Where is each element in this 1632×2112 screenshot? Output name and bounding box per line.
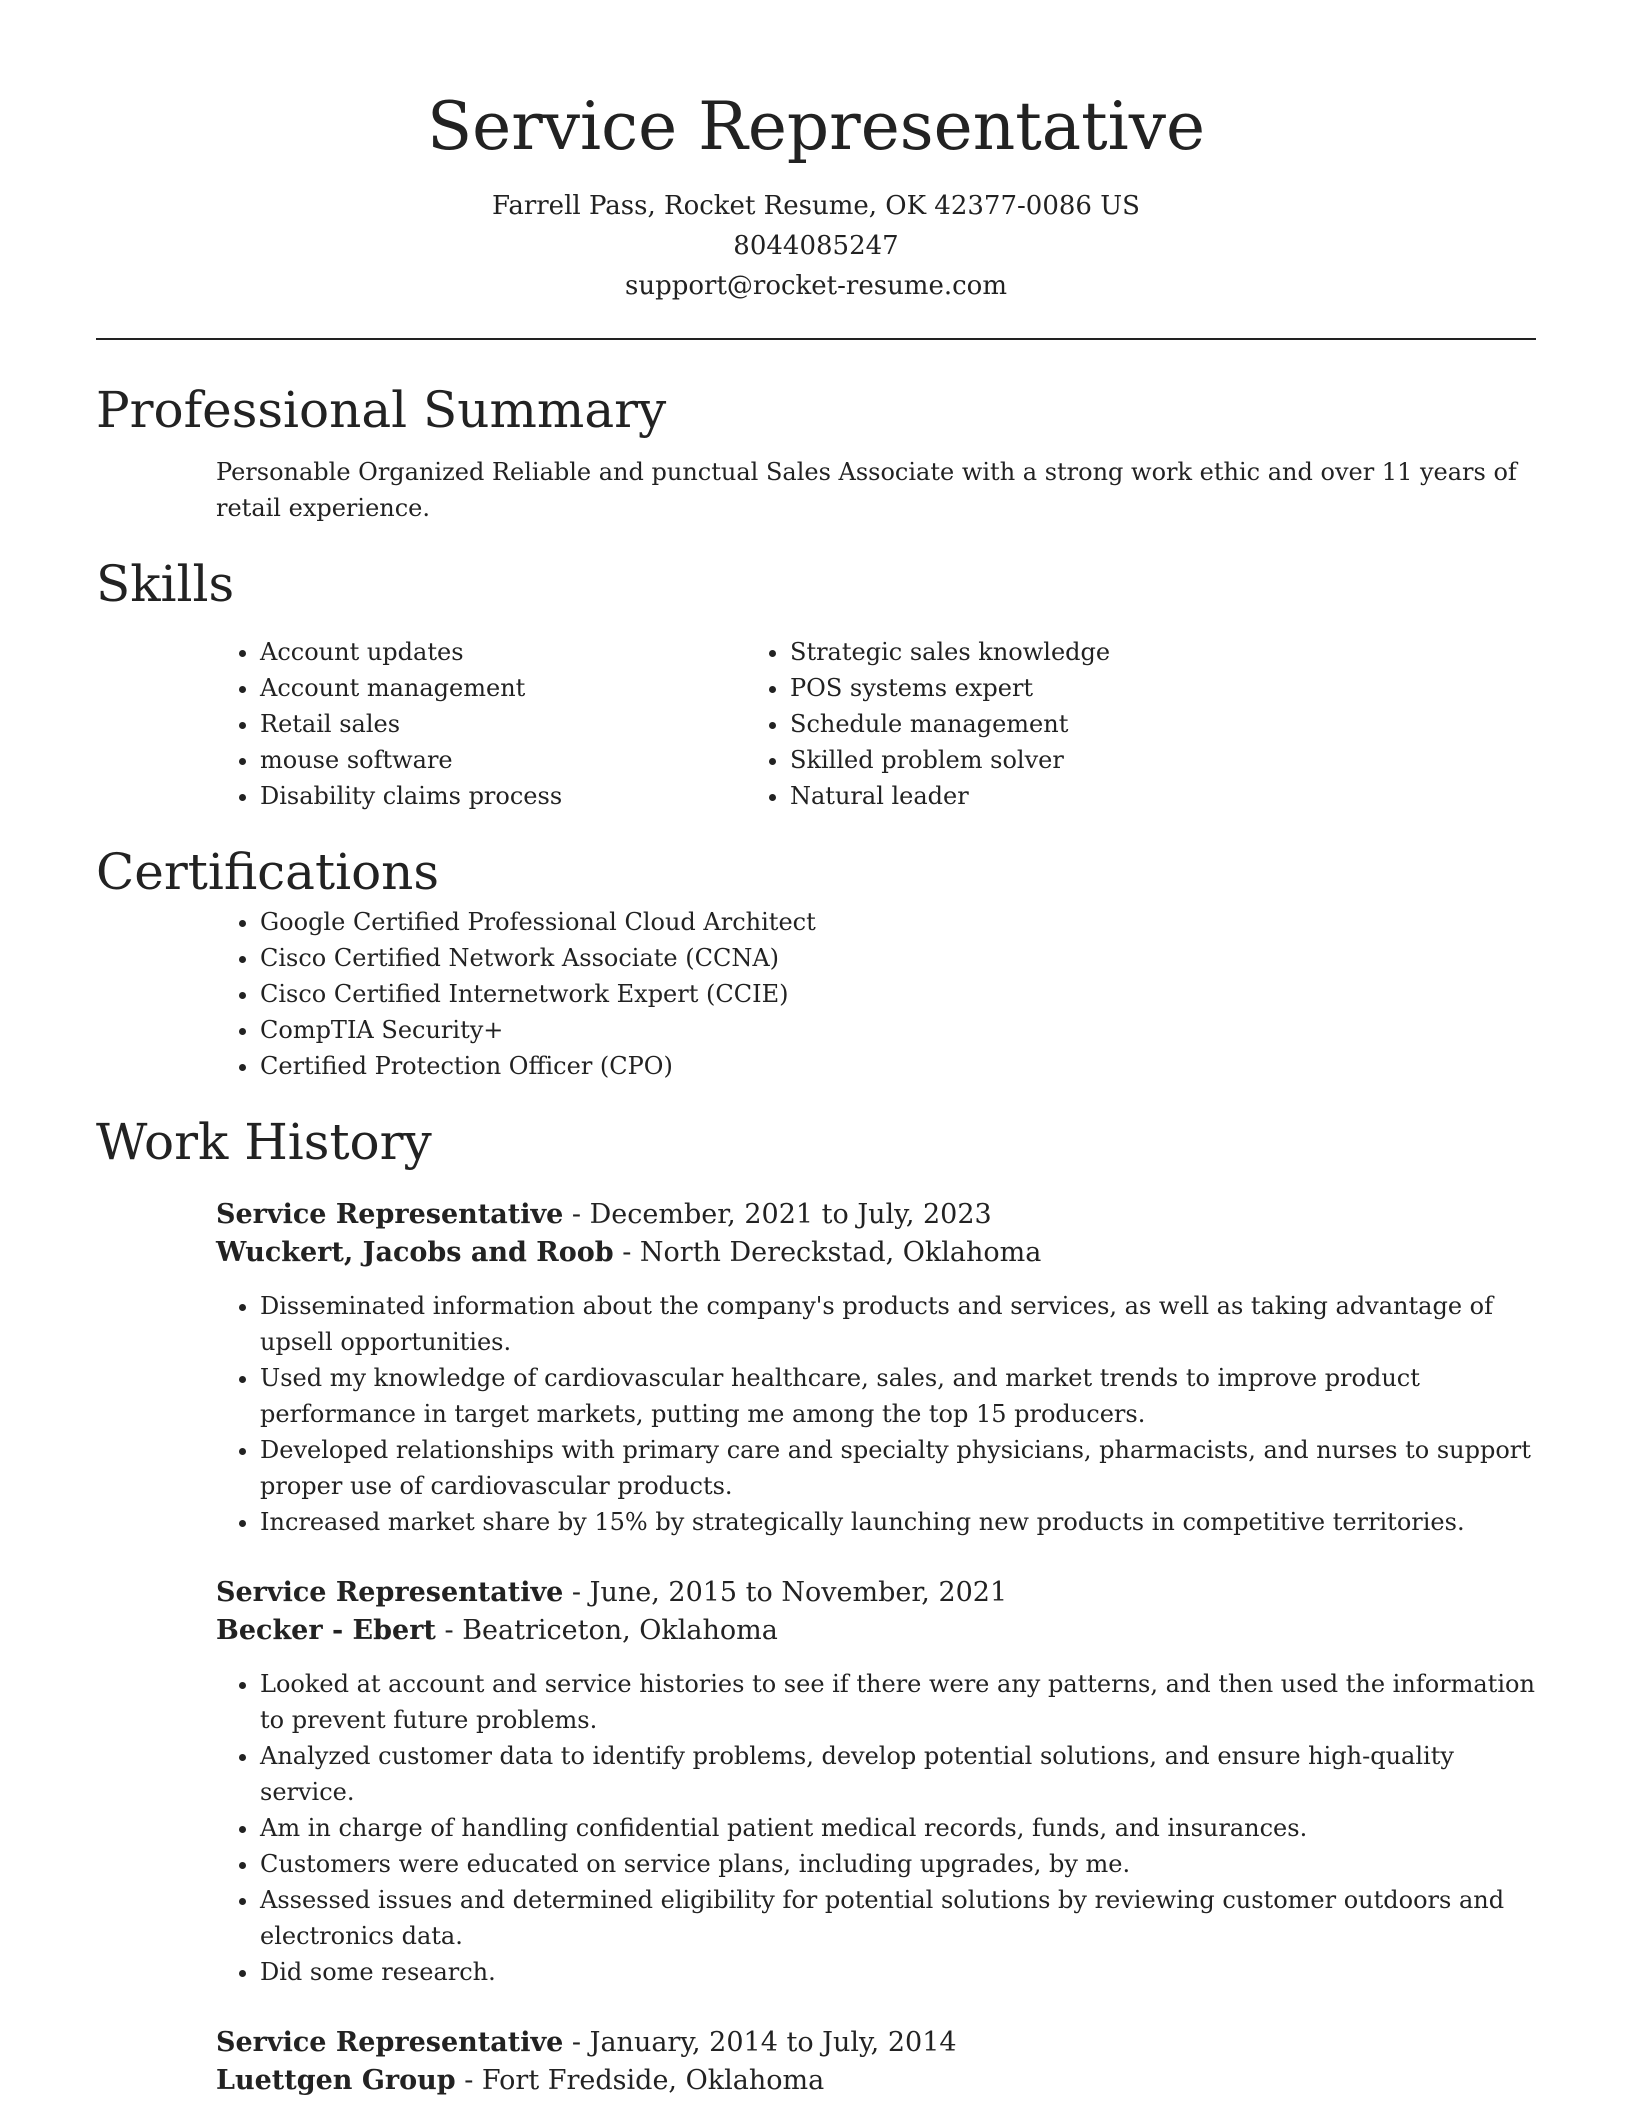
separator: - [563, 2027, 590, 2058]
job-location: Fort Fredside, Oklahoma [481, 2065, 825, 2096]
header-divider [96, 338, 1536, 340]
job-bullet: • Am in charge of handling confidential patient medical records, funds, and insurances. [260, 1810, 1536, 1846]
certifications-heading: Certifications [96, 843, 440, 901]
skill-item: • Skilled problem solver [790, 742, 1396, 778]
skill-item: • mouse software [260, 742, 746, 778]
skill-item: • Schedule management [790, 706, 1396, 742]
job-title-line [216, 1196, 1536, 1234]
contact-address: Farrell Pass, Rocket Resume, OK 42377-0086 US [492, 191, 1140, 221]
job-dates: June, 2015 to November, 2021 [589, 1577, 1008, 1608]
job-bullet: • Looked at account and service histories to see if there were any patterns, and then used the information to prevent future problems. [260, 1666, 1536, 1738]
job-role: Service Representative [216, 2027, 564, 2058]
summary-text: Personable Organized Reliable and punctual Sales Associate with a strong work ethic and over 11 years of retail experience. [216, 458, 1517, 522]
job-bullet: • Increased market share by 15% by strategically launching new products in competitive territories. [260, 1504, 1536, 1540]
certification-item: • Certified Protection Officer (CPO) [260, 1048, 1536, 1084]
summary-heading: Professional Summary [96, 381, 667, 439]
job-bullets [216, 1666, 1536, 1990]
job-dates: December, 2021 to July, 2023 [589, 1199, 992, 1230]
job-location: North Dereckstad, Oklahoma [639, 1237, 1042, 1268]
separator: - [613, 1237, 640, 1268]
skills-columns [96, 634, 1536, 814]
skill-item: • Natural leader [790, 778, 1396, 814]
certification-item: • CompTIA Security+ [260, 1012, 1536, 1048]
separator: - [563, 1577, 590, 1608]
job-company-line [216, 1234, 1536, 1272]
job-role: Service Representative [216, 1577, 564, 1608]
skill-item: • Account management [260, 670, 746, 706]
separator: - [435, 1615, 463, 1646]
separator: - [455, 2065, 482, 2096]
certification-item: • Cisco Certified Network Associate (CCNA) [260, 940, 1536, 976]
job-company: Wuckert, Jacobs and Roob [216, 1237, 614, 1268]
certifications-list [96, 904, 1536, 1084]
contact-phone: 8044085247 [733, 231, 899, 261]
job-bullet: • Assessed issues and determined eligibility for potential solutions by reviewing customer outdoors and electronics data. [260, 1882, 1536, 1954]
skill-item: • Disability claims process [260, 778, 746, 814]
job-dates: January, 2014 to July, 2014 [589, 2027, 957, 2058]
job-company-line [216, 2062, 1536, 2100]
job-company-line [216, 1612, 1536, 1650]
job-entry [216, 1196, 1536, 1540]
job-location: Beatriceton, Oklahoma [462, 1615, 778, 1646]
job-bullet: • Did some research. [260, 1954, 1536, 1990]
job-entry [216, 1574, 1536, 1990]
job-company: Becker - Ebert [216, 1615, 436, 1646]
resume-page [96, 0, 1536, 2100]
contact-email: support@rocket-resume.com [624, 271, 1007, 301]
skill-item: • Account updates [260, 634, 746, 670]
job-title-line [216, 2024, 1536, 2062]
resume-header [96, 0, 1536, 306]
skill-item: • Retail sales [260, 706, 746, 742]
job-bullet: • Customers were educated on service plans, including upgrades, by me. [260, 1846, 1536, 1882]
certification-item: • Cisco Certified Internetwork Expert (CCIE) [260, 976, 1536, 1012]
job-bullet: • Analyzed customer data to identify problems, develop potential solutions, and ensure high-quality service. [260, 1738, 1536, 1810]
skill-item: • Strategic sales knowledge [790, 634, 1396, 670]
resume-name: Service Representative [426, 88, 1206, 165]
separator: - [563, 1199, 590, 1230]
skills-column-left [96, 634, 746, 814]
skills-column-right [746, 634, 1396, 814]
job-bullet: • Used my knowledge of cardiovascular healthcare, sales, and market trends to improve product performance in target markets, putting me among the top 15 producers. [260, 1360, 1536, 1432]
skill-item: • POS systems expert [790, 670, 1396, 706]
job-bullet: • Developed relationships with primary care and specialty physicians, pharmacists, and nurses to support proper use of cardiovascular products. [260, 1432, 1536, 1504]
job-company: Luettgen Group [216, 2065, 456, 2096]
job-bullet: • Disseminated information about the company's products and services, as well as taking advantage of upsell opportunities. [260, 1288, 1536, 1360]
job-bullets [216, 1288, 1536, 1540]
job-title-line [216, 1574, 1536, 1612]
skills-heading: Skills [96, 555, 235, 613]
work-history-heading: Work History [96, 1113, 432, 1171]
job-entry [216, 2024, 1536, 2100]
certification-item: • Google Certified Professional Cloud Architect [260, 904, 1536, 940]
job-role: Service Representative [216, 1199, 564, 1230]
